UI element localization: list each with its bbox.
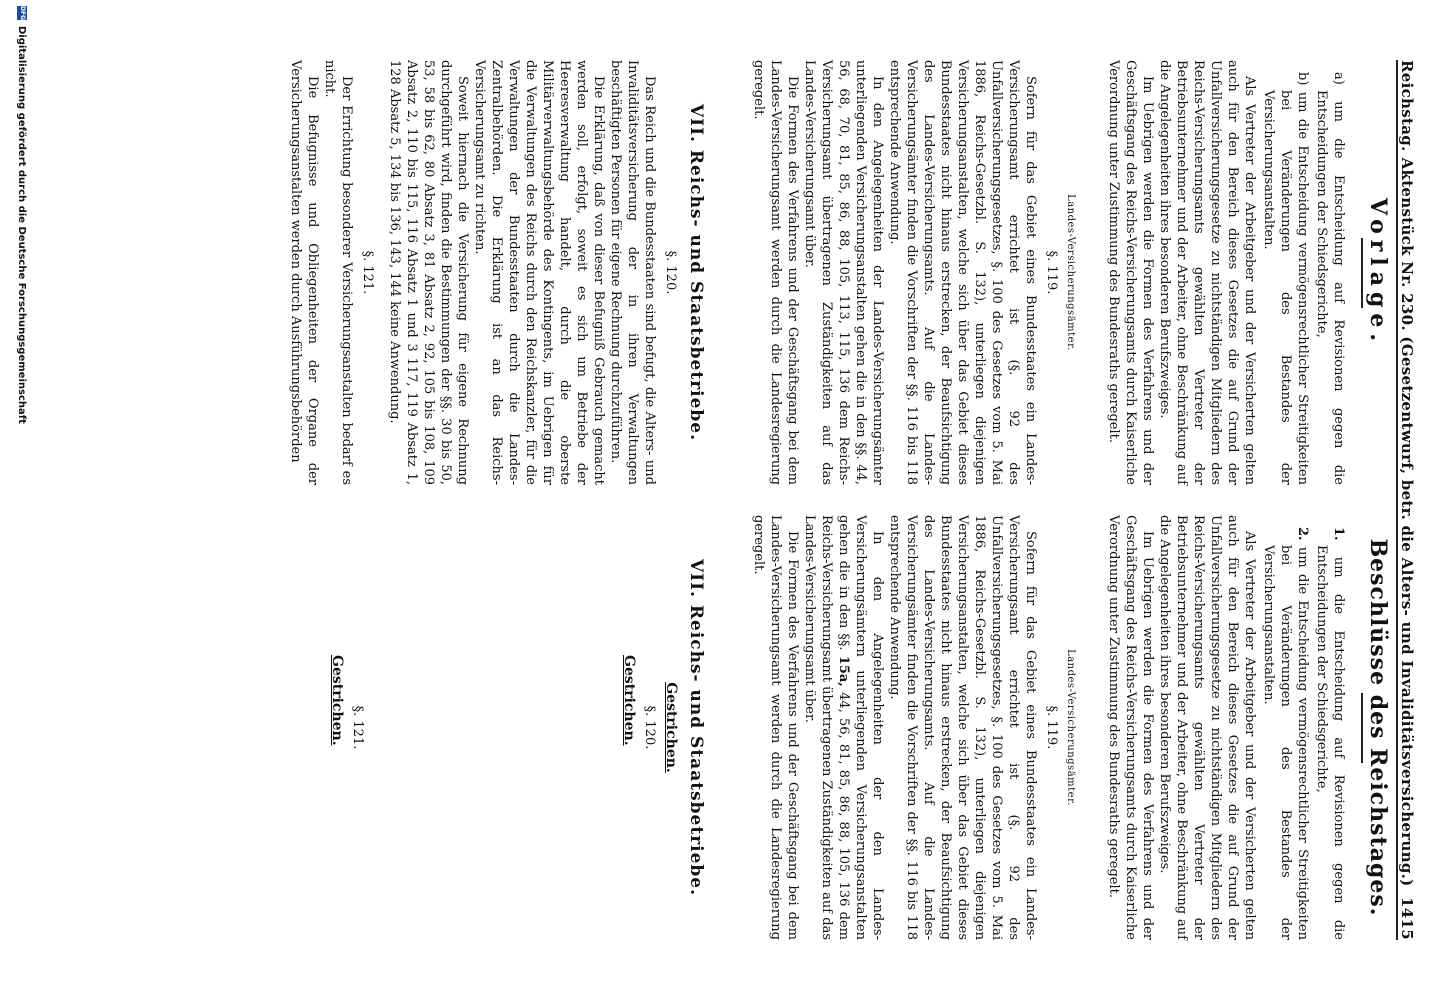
paragraph: Soweit hiernach die Versicherung für eigene Rechnung durchgeführt wird, finden die Bestimmungen der §§. 30 bis 50, 53, 58 bis 62, 80 Absatz 3, 81 Absatz 2, 92, 105 bis 108, 109 Absatz 2, 110 bis 115, 116 Absatz 1 und 3 117, 119 Absatz 1, 128 Absatz 5, 134 bis 136, 143, 144 keine Anwendung. xyxy=(387,60,470,485)
page-number: 1415 xyxy=(1398,897,1416,940)
list-marker: b) xyxy=(1295,72,1310,86)
paragraph: In den Angelegenheiten der Landes-Versicherungsämter unterliegenden Versicherungsanstalten gehen die in den §§. 44, 56, 68, 70, 81, 85, 86, 88, 105, 113, 115, 136 dem Reichs-Versicherungsamt übertragenen Zuständigkeiten auf das Landes-Versicherungsamt über. xyxy=(802,60,885,485)
struck-note: Gestrichen. xyxy=(621,655,637,746)
header-title: Aktenstück Nr. 230. (Gesetzentwurf, betr. die Alters- und Invaliditätsversicherung.) xyxy=(1398,157,1416,887)
paragraph: Im Uebrigen werden die Formen des Verfahrens und der Geschäftsgang des Reichs-Versicherungsamts durch Kaiserliche Verordnung unter Zustimmung des Bundesraths geregelt. xyxy=(1106,515,1155,940)
paragraph-number-119: §. 119. xyxy=(1044,705,1059,750)
paragraph: Im Uebrigen werden die Formen des Verfahrens und der Geschäftsgang des Reichs-Versicherungsamts durch Kaiserliche Verordnung unter Zustimmung des Bundesraths geregelt. xyxy=(1106,60,1155,485)
paragraph: Die Erklärung, daß von dieser Befugniß Gebrauch gemacht werden soll, erfolgt, soweit es sich um Betriebe der Heeresverwaltung handelt, durch die oberste Militärverwaltungsbehörde des Kontingents, im Uebrigen für die Verwaltungen des Reichs durch den Reichskanzler, für die Verwaltungen der Bundesstaaten durch die Landes-Zentralbehörden. Die Erklärung ist an das Reichs-Versicherungsamt zu richten. xyxy=(472,60,606,485)
footer-text: Digitalisierung gefördert durch die Deutsche Forschungsgemeinschaft xyxy=(16,26,28,424)
paragraph: Sofern für das Gebiet eines Bundesstaates ein Landes-Versicherungsamt errichtet ist (§. 92 des Unfallversicherungsgesetzes, §. 100 des Gesetzes vom 5. Mai 1886, Reichs-Gesetzbl. S. 132), unterliegen diejenigen Versicherungsanstalten, welche sich über das Gebiet dieses Bundesstaates nicht hinaus erstrecken, der Beaufsichtigung des Landes-Versicherungsamts. Auf die Landes-Versicherungsämter finden die Vorschriften der §§. 116 bis 118 entsprechende Anwendung. xyxy=(887,60,1038,485)
list-item xyxy=(1313,60,1347,485)
paragraph: Das Reich und die Bundesstaaten sind befugt, die Alters- und Invaliditätsversicherung der in ihren Verwaltungen beschäftigten Personen für eigene Rechnung durchzuführen. xyxy=(608,60,657,485)
paragraph: Als Vertreter der Arbeitgeber und der Versicherten gelten auch für den Bereich dieses Gesetzes die auf Grund der Unfallversicherungsgesetze zu nichtständigen Mitgliedern des Reichs-Versicherungsamts gewählten Vertreter der Betriebsunternehmer und der Arbeiter, ohne Beschränkung auf die Angelegenheiten ihres besonderen Berufszweiges. xyxy=(1157,60,1257,485)
list-item xyxy=(1313,515,1347,940)
paragraph: Die Formen des Verfahrens und der Geschäftsgang bei dem Landes-Versicherungsamt werden durch die Landesregierung geregelt. xyxy=(751,515,800,940)
paragraph-number-119: §. 119. xyxy=(1044,250,1059,295)
list-text: um die Entscheidung vermögensrechtlicher Streitigkeiten bei Veränderungen des Bestandes der Versicherungsanstalten. xyxy=(1261,90,1310,485)
column-heading-beschluesse: Beschlüsse des Reichstages. xyxy=(1365,538,1391,917)
caption-landes: Landes-Versicherungsämter. xyxy=(1065,194,1076,351)
header-left-label: Reichstag. xyxy=(1398,60,1416,152)
heading-rule xyxy=(1361,693,1363,763)
paragraph: Als Vertreter der Arbeitgeber und der Versicherten gelten auch für den Bereich dieses Gesetzes die auf Grund der Unfallversicherungsgesetze zu nichtständigen Mitgliedern des Reichs-Versicherungsamts gewählten Vertreter der Betriebsunternehmer und der Arbeiter, ohne Beschränkung auf die Angelegenheiten ihres besonderen Berufszweiges. xyxy=(1157,515,1257,940)
struck-note: Gestrichen. xyxy=(663,682,679,773)
inserted-reference: 15a, xyxy=(836,655,851,687)
column-beschluesse xyxy=(324,515,1390,940)
paragraph: Die Formen des Verfahrens und der Geschäftsgang bei dem Landes-Versicherungsamt werden durch die Landesregierung geregelt. xyxy=(751,60,800,485)
paragraph-number-120: §. 120. xyxy=(642,705,657,750)
paragraph-number-121: §. 121. xyxy=(350,705,365,750)
paragraph: Die Befugnisse und Obliegenheiten der Organe der Versicherungsanstalten werden durch Ausführungsbehörden xyxy=(288,60,320,485)
list-item xyxy=(1260,60,1311,485)
list-marker: 2. xyxy=(1295,527,1310,541)
list-text: um die Entscheidung auf Revisionen gegen die Entscheidungen der Schiedsgerichte, xyxy=(1314,545,1346,941)
paragraph xyxy=(801,515,886,940)
paragraph: Der Errichtung besonderer Versicherungsanstalten bedarf es nicht. xyxy=(322,60,354,485)
list-marker: a) xyxy=(1331,72,1346,85)
section-heading-vii: VII. Reichs- und Staatsbetriebe. xyxy=(686,103,706,442)
heading-rule xyxy=(1361,238,1363,308)
column-vorlage xyxy=(287,60,1390,485)
caption-landes: Landes-Versicherungsämter. xyxy=(1065,649,1076,806)
paragraph-number-120: §. 120. xyxy=(663,250,678,295)
column-heading-vorlage: Vorlage. xyxy=(1365,198,1391,347)
list-text: um die Entscheidung auf Revisionen gegen die Entscheidungen der Schiedsgerichte, xyxy=(1314,90,1346,485)
paragraph-number-121: §. 121. xyxy=(360,250,375,295)
paragraph: Sofern für das Gebiet eines Bundesstaates ein Landes-Versicherungsamt errichtet ist (§. 92 des Unfallversicherungsgesetzes, §. 100 des Gesetzes vom 5. Mai 1886, Reichs-Gesetzbl. S. 132), unterliegen diejenigen Versicherungsanstalten, welche sich über das Gebiet dieses Bundesstaates nicht hinaus erstrecken, der Beaufsichtigung des Landes-Versicherungsamts. Auf die Landes-Versicherungsämter finden die Vorschriften der §§. 116 bis 118 entsprechende Anwendung. xyxy=(887,515,1038,940)
section-heading-vii: VII. Reichs- und Staatsbetriebe. xyxy=(686,558,706,897)
struck-note: Gestrichen. xyxy=(329,655,345,746)
page-header xyxy=(1396,60,1420,940)
dfg-logo-icon: DFG xyxy=(19,6,26,21)
list-marker: 1. xyxy=(1331,527,1346,541)
paragraph-text: In den Angelegenheiten der den Landes-Versicherungsämtern unterliegenden Versicherungsanstalten gehen die in den §§. xyxy=(836,515,885,940)
list-text: um die Entscheidung vermögensrechtlicher Streitigkeiten bei Veränderungen des Bestandes der Versicherungsanstalten. xyxy=(1261,545,1310,940)
paragraph-text: 44, 56, 81, 85, 86, 88, 105, 136 dem Reichs-Versicherungsamt übertragenen Zuständigkeiten auf das Landes-Versicherungsamt über. xyxy=(802,515,851,940)
footer xyxy=(14,6,30,996)
list-item xyxy=(1260,515,1311,940)
